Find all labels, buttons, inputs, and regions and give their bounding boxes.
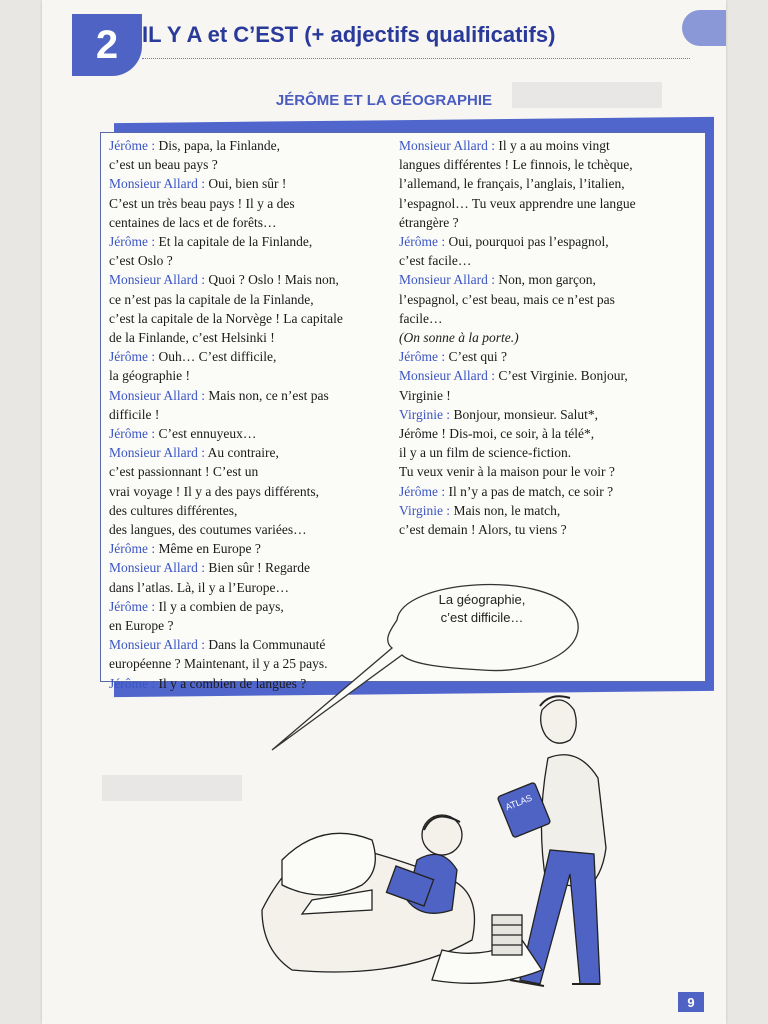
dialogue-line <box>399 291 699 309</box>
speaker-name: Monsieur Allard : <box>109 445 205 461</box>
dialogue-text: c’est la capitale de la Norvège ! La capitale <box>109 310 343 326</box>
dialogue-line <box>399 502 699 520</box>
illustration-father-and-son <box>242 560 702 1000</box>
dialogue-line <box>109 156 391 174</box>
dialogue-turn <box>399 329 699 347</box>
speech-bubble-line-1: La géographie, <box>438 592 526 607</box>
dialogue-text: Tu veux venir à la maison pour le voir ? <box>399 464 615 480</box>
dialogue-line <box>109 463 391 481</box>
dialogue-line <box>399 425 699 443</box>
dialogue-line <box>399 367 699 385</box>
dialogue-text: Il n’y a pas de match, ce soir ? <box>448 483 614 499</box>
dialogue-text: Au contraire, <box>207 445 279 461</box>
dialogue-line <box>109 483 391 501</box>
dialogue-turn <box>399 367 699 404</box>
speaker-name: Monsieur Allard : <box>109 560 205 576</box>
dialogue-text: centaines de lacs et de forêts… <box>109 214 277 230</box>
speaker-name: Jérôme : <box>399 483 446 499</box>
speaker-name: Monsieur Allard : <box>109 272 205 288</box>
dialogue-text: C’est ennuyeux… <box>158 426 257 442</box>
speaker-name: Jérôme : <box>109 598 156 614</box>
dialogue-turn <box>399 502 699 539</box>
dialogue-turn <box>399 406 699 482</box>
dialogue-line <box>109 367 391 385</box>
dialogue-text: des cultures différentes, <box>109 502 238 518</box>
speaker-name: Jérôme : <box>399 234 446 250</box>
dialogue-line <box>109 310 391 328</box>
dialogue-turn <box>109 425 391 443</box>
dialogue-turn <box>399 483 699 501</box>
dialogue-text: Dans la Communauté <box>208 637 326 653</box>
dialogue-text: l’espagnol… Tu veux apprendre une langue <box>399 195 636 211</box>
dialogue-text: en Europe ? <box>109 618 174 634</box>
dialogue-line <box>109 425 391 443</box>
speaker-name: Monsieur Allard : <box>109 176 205 192</box>
speaker-name: Jérôme : <box>109 675 156 691</box>
dialogue-line <box>109 195 391 213</box>
dialogue-line <box>399 175 699 193</box>
speaker-name: Jérôme : <box>399 349 446 365</box>
dialogue-text: Il y a au moins vingt <box>498 138 610 153</box>
dialogue-line <box>399 233 699 251</box>
dialogue-turn <box>109 444 391 539</box>
dialogue-line <box>109 271 391 289</box>
dialogue-line <box>399 406 699 424</box>
dialogue-line <box>109 406 391 424</box>
dialogue-text: dans l’atlas. Là, il y a l’Europe… <box>109 579 289 595</box>
dialogue-line <box>109 387 391 405</box>
dialogue-turn <box>109 137 391 174</box>
dialogue-text: il y a un film de science-fiction. <box>399 445 572 461</box>
dialogue-line <box>399 156 699 174</box>
dialogue-text: Ouh… C’est difficile, <box>158 349 277 365</box>
dialogue-line <box>109 291 391 309</box>
dialogue-line <box>399 521 699 539</box>
atlas-label: ATLAS <box>503 792 534 813</box>
speaker-name: Jérôme : <box>109 426 156 442</box>
dialogue-line <box>399 252 699 270</box>
dialogue-line <box>399 271 699 289</box>
dialogue-line <box>399 463 699 481</box>
dialogue-text: européenne ? Maintenant, il y a 25 pays. <box>109 656 328 672</box>
dialogue-column-right <box>399 137 699 540</box>
header-divider <box>142 58 690 59</box>
dialogue-text: vrai voyage ! Il y a des pays différents, <box>109 483 320 499</box>
dialogue-line <box>109 214 391 232</box>
dialogue-line <box>399 348 699 366</box>
speaker-name: Virginie : <box>399 406 451 422</box>
dialogue-text: C’est Virginie. Bonjour, <box>498 368 628 384</box>
dialogue-text: Non, mon garçon, <box>498 272 596 288</box>
speaker-name: Jérôme : <box>109 138 156 153</box>
speaker-name: Monsieur Allard : <box>399 138 495 153</box>
dialogue-text: l’espagnol, c’est beau, mais ce n’est pas <box>399 291 615 307</box>
dialogue-text: Mais non, ce n’est pas <box>208 387 329 403</box>
dialogue-text: Il y a combien de pays, <box>158 598 284 614</box>
header-swoosh <box>682 10 726 46</box>
dialogue-text: Virginie ! <box>399 387 451 403</box>
dialogue-text: Et la capitale de la Finlande, <box>158 234 313 250</box>
speech-bubble-line-2: c’est difficile… <box>440 610 524 625</box>
section-subtitle: JÉRÔME ET LA GÉOGRAPHIE <box>275 92 493 109</box>
speaker-name: Jérôme : <box>109 234 156 250</box>
dialogue-text: Il y a combien de langues ? <box>158 675 307 691</box>
dialogue-text: ce n’est pas la capitale de la Finlande, <box>109 291 314 307</box>
dialogue-line <box>109 329 391 347</box>
dialogue-line <box>399 444 699 462</box>
chapter-title: IL Y A et C’EST (+ adjectifs qualificatifs) <box>142 22 556 47</box>
dialogue-line <box>109 540 391 558</box>
dialogue-turn <box>109 540 391 558</box>
boy-on-couch <box>262 815 542 983</box>
dialogue-text: la géographie ! <box>109 368 190 384</box>
speaker-name: Monsieur Allard : <box>399 272 495 288</box>
dialogue-text: Bien sûr ! Regarde <box>208 560 310 576</box>
dialogue-text: C’est qui ? <box>448 349 507 365</box>
dialogue-turn <box>399 233 699 270</box>
dialogue-text: c’est passionnant ! C’est un <box>109 464 259 480</box>
dialogue-text: Oui, bien sûr ! <box>208 176 287 192</box>
page-number: 9 <box>678 992 704 1012</box>
dialogue-line <box>109 444 391 462</box>
dialogue-text: c’est un beau pays ? <box>109 157 218 173</box>
dialogue-text: Jérôme ! Dis-moi, ce soir, à la télé*, <box>399 426 595 442</box>
dialogue-text: de la Finlande, c’est Helsinki ! <box>109 330 275 346</box>
speaker-name: Jérôme : <box>109 349 156 365</box>
dialogue-line <box>109 521 391 539</box>
dialogue-turn <box>109 271 391 347</box>
speaker-name: Monsieur Allard : <box>109 637 205 653</box>
dialogue-turn <box>109 387 391 424</box>
dialogue-line <box>109 137 391 155</box>
dialogue-line <box>399 310 699 328</box>
dialogue-turn <box>399 271 699 328</box>
speaker-name: Jérôme : <box>109 541 156 557</box>
dialogue-text: Bonjour, monsieur. Salut*, <box>453 406 599 422</box>
chapter-badge: 2 <box>72 14 142 76</box>
dialogue-turn <box>109 175 391 232</box>
dialogue-text: c’est facile… <box>399 253 472 269</box>
dialogue-turn <box>109 233 391 270</box>
dialogue-text: Dis, papa, la Finlande, <box>158 138 280 153</box>
dialogue-line <box>399 483 699 501</box>
dialogue-line <box>109 502 391 520</box>
dialogue-line <box>109 348 391 366</box>
dialogue-text: c’est demain ! Alors, tu viens ? <box>399 522 567 538</box>
dialogue-line <box>109 233 391 251</box>
stage-direction: (On sonne à la porte.) <box>399 330 519 346</box>
dialogue-line <box>399 214 699 232</box>
dialogue-text: Mais non, le match, <box>453 502 561 518</box>
speaker-name: Monsieur Allard : <box>399 368 495 384</box>
dialogue-text: étrangère ? <box>399 214 459 230</box>
speaker-name: Virginie : <box>399 502 451 518</box>
dialogue-line <box>399 137 699 155</box>
dialogue-line <box>399 387 699 405</box>
dialogue-text: Même en Europe ? <box>158 541 261 557</box>
dialogue-text: difficile ! <box>109 406 160 422</box>
dialogue-turn <box>399 348 699 366</box>
speech-bubble <box>272 585 578 750</box>
dialogue-text: facile… <box>399 310 443 326</box>
dialogue-line <box>109 175 391 193</box>
dialogue-text: des langues, des coutumes variées… <box>109 522 307 538</box>
dialogue-text: C’est un très beau pays ! Il y a des <box>109 195 295 211</box>
dialogue-turn <box>399 137 699 232</box>
textbook-page <box>42 0 726 1024</box>
dialogue-text: l’allemand, le français, l’anglais, l’italien, <box>399 176 625 192</box>
speaker-name: Monsieur Allard : <box>109 387 205 403</box>
dialogue-text: Quoi ? Oslo ! Mais non, <box>208 272 339 288</box>
dialogue-line <box>109 252 391 270</box>
dialogue-text: c’est Oslo ? <box>109 253 173 269</box>
dialogue-line <box>399 195 699 213</box>
dialogue-text: Oui, pourquoi pas l’espagnol, <box>448 234 609 250</box>
dialogue-turn <box>109 348 391 385</box>
dialogue-text: langues différentes ! Le finnois, le tchèque, <box>399 157 633 173</box>
background-bleed-band <box>102 775 242 801</box>
